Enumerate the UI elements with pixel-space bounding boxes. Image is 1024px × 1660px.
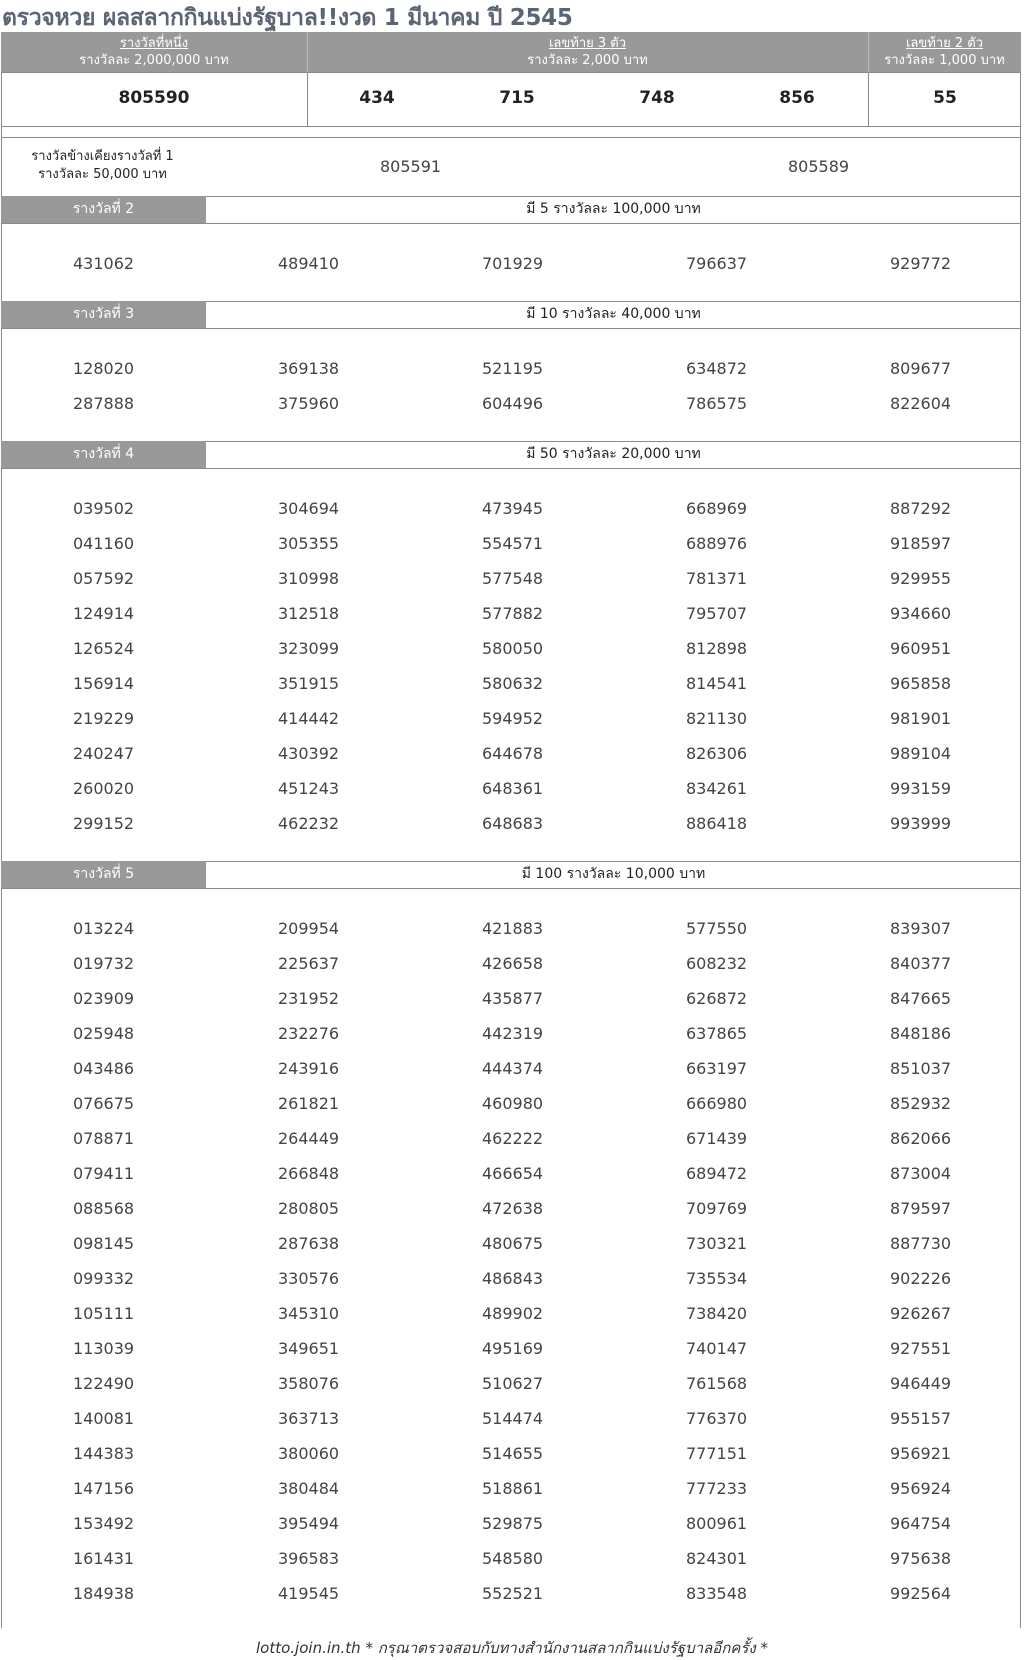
- prize-number: 043486: [73, 1059, 135, 1078]
- prize-number: 824301: [686, 1549, 748, 1568]
- prize-number: 927551: [890, 1339, 952, 1358]
- prize-number: 088568: [73, 1199, 135, 1218]
- prize-number: 929772: [890, 254, 952, 273]
- prize-number: 518861: [482, 1479, 544, 1498]
- prize-number: 826306: [686, 744, 748, 763]
- prize-number: 330576: [278, 1269, 340, 1288]
- header-last3: [307, 32, 868, 72]
- near-first-number: 805591: [380, 157, 442, 176]
- prize-number: 099332: [73, 1269, 135, 1288]
- prize-number: 902226: [890, 1269, 952, 1288]
- prize-number: 946449: [890, 1374, 952, 1393]
- section-divider: [1, 468, 1021, 469]
- prize-number: 019732: [73, 954, 135, 973]
- prize-number: 156914: [73, 674, 135, 693]
- prize-number: 460980: [482, 1094, 544, 1113]
- prize-number: 862066: [890, 1129, 952, 1148]
- near-first-number: 805589: [788, 157, 850, 176]
- last2-number: 55: [933, 88, 957, 108]
- prize-number: 777233: [686, 1479, 748, 1498]
- prize-number: 395494: [278, 1514, 340, 1533]
- prize-number: 140081: [73, 1409, 135, 1428]
- prize-number: 814541: [686, 674, 748, 693]
- prize-number: 462222: [482, 1129, 544, 1148]
- prize-number: 644678: [482, 744, 544, 763]
- prize-number: 462232: [278, 814, 340, 833]
- prize-number: 777151: [686, 1444, 748, 1463]
- prize-number: 039502: [73, 499, 135, 518]
- prize-number: 960951: [890, 639, 952, 658]
- prize-number: 243916: [278, 1059, 340, 1078]
- prize-number: 634872: [686, 359, 748, 378]
- prize-number: 989104: [890, 744, 952, 763]
- prize-number: 839307: [890, 919, 952, 938]
- prize-number: 209954: [278, 919, 340, 938]
- prize-number: 264449: [278, 1129, 340, 1148]
- near-first-label-line2: รางวัลละ 50,000 บาท: [38, 167, 167, 182]
- prize-number: 363713: [278, 1409, 340, 1428]
- near-first-label: [0, 148, 205, 184]
- prize-number: 466654: [482, 1164, 544, 1183]
- section-label: รางวัลที่ 5: [1, 861, 206, 888]
- prize-number: 444374: [482, 1059, 544, 1078]
- row-divider: [1, 126, 1021, 127]
- footer-note: lotto.join.in.th * กรุณาตรวจสอบกับทางสำนักงานสลากกินแบ่งรัฐบาลอีกครั้ง *: [256, 1639, 768, 1657]
- prize-number: 851037: [890, 1059, 952, 1078]
- section-info: มี 100 รางวัลละ 10,000 บาท: [521, 866, 706, 882]
- prize-number: 993999: [890, 814, 952, 833]
- prize-number: 023909: [73, 989, 135, 1008]
- last3-number: 434: [359, 88, 395, 108]
- prize-number: 887730: [890, 1234, 952, 1253]
- prize-number: 280805: [278, 1199, 340, 1218]
- prize-number: 848186: [890, 1024, 952, 1043]
- prize-number: 833548: [686, 1584, 748, 1603]
- prize-number: 310998: [278, 569, 340, 588]
- section-divider: [1, 223, 1021, 224]
- prize-number: 345310: [278, 1304, 340, 1323]
- prize-number: 709769: [686, 1199, 748, 1218]
- prize-number: 041160: [73, 534, 135, 553]
- prize-number: 796637: [686, 254, 748, 273]
- prize-number: 098145: [73, 1234, 135, 1253]
- prize-number: 287888: [73, 394, 135, 413]
- prize-number: 521195: [482, 359, 544, 378]
- prize-number: 380484: [278, 1479, 340, 1498]
- prize-number: 079411: [73, 1164, 135, 1183]
- prize-number: 926267: [890, 1304, 952, 1323]
- prize-number: 604496: [482, 394, 544, 413]
- row-divider: [1, 137, 1021, 138]
- prize-number: 431062: [73, 254, 135, 273]
- prize-number: 822604: [890, 394, 952, 413]
- prize-number: 240247: [73, 744, 135, 763]
- header-first-amount: รางวัลละ 2,000,000 บาท: [79, 53, 229, 68]
- prize-number: 480675: [482, 1234, 544, 1253]
- prize-number: 776370: [686, 1409, 748, 1428]
- prize-number: 057592: [73, 569, 135, 588]
- prize-number: 663197: [686, 1059, 748, 1078]
- prize-number: 161431: [73, 1549, 135, 1568]
- prize-number: 232276: [278, 1024, 340, 1043]
- prize-number: 887292: [890, 499, 952, 518]
- prize-number: 323099: [278, 639, 340, 658]
- prize-number: 442319: [482, 1024, 544, 1043]
- cell-divider: [307, 72, 308, 126]
- prize-number: 879597: [890, 1199, 952, 1218]
- prize-number: 266848: [278, 1164, 340, 1183]
- prize-number: 124914: [73, 604, 135, 623]
- prize-number: 955157: [890, 1409, 952, 1428]
- prize-number: 451243: [278, 779, 340, 798]
- prize-number: 219229: [73, 709, 135, 728]
- prize-number: 956924: [890, 1479, 952, 1498]
- prize-number: 305355: [278, 534, 340, 553]
- near-first-label-line1: รางวัลข้างเคียงรางวัลที่ 1: [31, 149, 174, 164]
- prize-number: 076675: [73, 1094, 135, 1113]
- prize-number: 128020: [73, 359, 135, 378]
- prize-number: 495169: [482, 1339, 544, 1358]
- prize-number: 809677: [890, 359, 952, 378]
- section-info: มี 5 รางวัลละ 100,000 บาท: [526, 201, 701, 217]
- prize-number: 225637: [278, 954, 340, 973]
- prize-number: 122490: [73, 1374, 135, 1393]
- prize-number: 380060: [278, 1444, 340, 1463]
- prize-number: 821130: [686, 709, 748, 728]
- prize-number: 304694: [278, 499, 340, 518]
- prize-number: 489410: [278, 254, 340, 273]
- prize-number: 260020: [73, 779, 135, 798]
- prize-number: 834261: [686, 779, 748, 798]
- prize-number: 184938: [73, 1584, 135, 1603]
- section-info: มี 50 รางวัลละ 20,000 บาท: [526, 446, 701, 462]
- last3-number: 748: [639, 88, 675, 108]
- prize-number: 688976: [686, 534, 748, 553]
- prize-number: 577882: [482, 604, 544, 623]
- prize-number: 577550: [686, 919, 748, 938]
- prize-number: 312518: [278, 604, 340, 623]
- prize-number: 375960: [278, 394, 340, 413]
- section-divider: [1, 328, 1021, 329]
- prize-number: 992564: [890, 1584, 952, 1603]
- section-info: มี 10 รางวัลละ 40,000 บาท: [526, 306, 701, 322]
- prize-number: 735534: [686, 1269, 748, 1288]
- prize-number: 419545: [278, 1584, 340, 1603]
- prize-number: 147156: [73, 1479, 135, 1498]
- prize-number: 795707: [686, 604, 748, 623]
- header-first-label: รางวัลที่หนึ่ง: [119, 36, 189, 51]
- prize-number: 812898: [686, 639, 748, 658]
- prize-number: 671439: [686, 1129, 748, 1148]
- prize-number: 358076: [278, 1374, 340, 1393]
- prize-number: 126524: [73, 639, 135, 658]
- prize-number: 430392: [278, 744, 340, 763]
- prize-number: 013224: [73, 919, 135, 938]
- prize-number: 975638: [890, 1549, 952, 1568]
- prize-number: 435877: [482, 989, 544, 1008]
- prize-number: 981901: [890, 709, 952, 728]
- prize-number: 956921: [890, 1444, 952, 1463]
- prize-number: 025948: [73, 1024, 135, 1043]
- prize-number: 113039: [73, 1339, 135, 1358]
- prize-number: 548580: [482, 1549, 544, 1568]
- prize-number: 608232: [686, 954, 748, 973]
- prize-number: 510627: [482, 1374, 544, 1393]
- header-divider: [307, 32, 308, 72]
- prize-number: 637865: [686, 1024, 748, 1043]
- header-last2: [868, 32, 1021, 72]
- prize-number: 396583: [278, 1549, 340, 1568]
- prize-number: 231952: [278, 989, 340, 1008]
- prize-number: 153492: [73, 1514, 135, 1533]
- prize-number: 486843: [482, 1269, 544, 1288]
- prize-number: 414442: [278, 709, 340, 728]
- header-last3-amount: รางวัลละ 2,000 บาท: [527, 53, 648, 68]
- prize-number: 299152: [73, 814, 135, 833]
- prize-number: 580050: [482, 639, 544, 658]
- prize-number: 626872: [686, 989, 748, 1008]
- prize-number: 886418: [686, 814, 748, 833]
- header-first-prize: [1, 32, 307, 72]
- prize-number: 580632: [482, 674, 544, 693]
- prize-number: 648361: [482, 779, 544, 798]
- prize-number: 852932: [890, 1094, 952, 1113]
- header-divider: [868, 32, 869, 72]
- prize-number: 529875: [482, 1514, 544, 1533]
- prize-number: 473945: [482, 499, 544, 518]
- page-title: ตรวจหวย ผลสลากกินแบ่งรัฐบาล!!งวด 1 มีนาคม ปี 2545: [2, 5, 573, 31]
- header-last3-label: เลขท้าย 3 ตัว: [548, 36, 627, 51]
- prize-number: 349651: [278, 1339, 340, 1358]
- section-divider: [1, 888, 1021, 889]
- prize-number: 552521: [482, 1584, 544, 1603]
- prize-number: 369138: [278, 359, 340, 378]
- prize-number: 287638: [278, 1234, 340, 1253]
- first-prize-number: 805590: [118, 88, 190, 108]
- prize-number: 554571: [482, 534, 544, 553]
- prize-number: 144383: [73, 1444, 135, 1463]
- prize-number: 421883: [482, 919, 544, 938]
- prize-number: 701929: [482, 254, 544, 273]
- prize-number: 847665: [890, 989, 952, 1008]
- prize-number: 426658: [482, 954, 544, 973]
- prize-number: 078871: [73, 1129, 135, 1148]
- prize-number: 594952: [482, 709, 544, 728]
- prize-number: 873004: [890, 1164, 952, 1183]
- prize-number: 786575: [686, 394, 748, 413]
- prize-number: 840377: [890, 954, 952, 973]
- prize-number: 577548: [482, 569, 544, 588]
- prize-number: 964754: [890, 1514, 952, 1533]
- prize-number: 689472: [686, 1164, 748, 1183]
- prize-number: 351915: [278, 674, 340, 693]
- prize-number: 993159: [890, 779, 952, 798]
- prize-number: 929955: [890, 569, 952, 588]
- last3-number: 856: [779, 88, 815, 108]
- prize-number: 472638: [482, 1199, 544, 1218]
- prize-number: 666980: [686, 1094, 748, 1113]
- prize-number: 514474: [482, 1409, 544, 1428]
- prize-number: 738420: [686, 1304, 748, 1323]
- section-label: รางวัลที่ 2: [1, 196, 206, 223]
- prize-number: 648683: [482, 814, 544, 833]
- prize-number: 730321: [686, 1234, 748, 1253]
- prize-number: 105111: [73, 1304, 135, 1323]
- section-label: รางวัลที่ 3: [1, 301, 206, 328]
- prize-number: 489902: [482, 1304, 544, 1323]
- prize-number: 934660: [890, 604, 952, 623]
- prize-number: 761568: [686, 1374, 748, 1393]
- prize-number: 514655: [482, 1444, 544, 1463]
- cell-divider: [868, 72, 869, 126]
- header-last2-amount: รางวัลละ 1,000 บาท: [884, 53, 1005, 68]
- prize-number: 800961: [686, 1514, 748, 1533]
- prize-number: 781371: [686, 569, 748, 588]
- section-label: รางวัลที่ 4: [1, 441, 206, 468]
- prize-number: 965858: [890, 674, 952, 693]
- header-last2-label: เลขท้าย 2 ตัว: [905, 36, 984, 51]
- prize-number: 261821: [278, 1094, 340, 1113]
- prize-number: 918597: [890, 534, 952, 553]
- last3-number: 715: [499, 88, 535, 108]
- prize-number: 668969: [686, 499, 748, 518]
- prize-number: 740147: [686, 1339, 748, 1358]
